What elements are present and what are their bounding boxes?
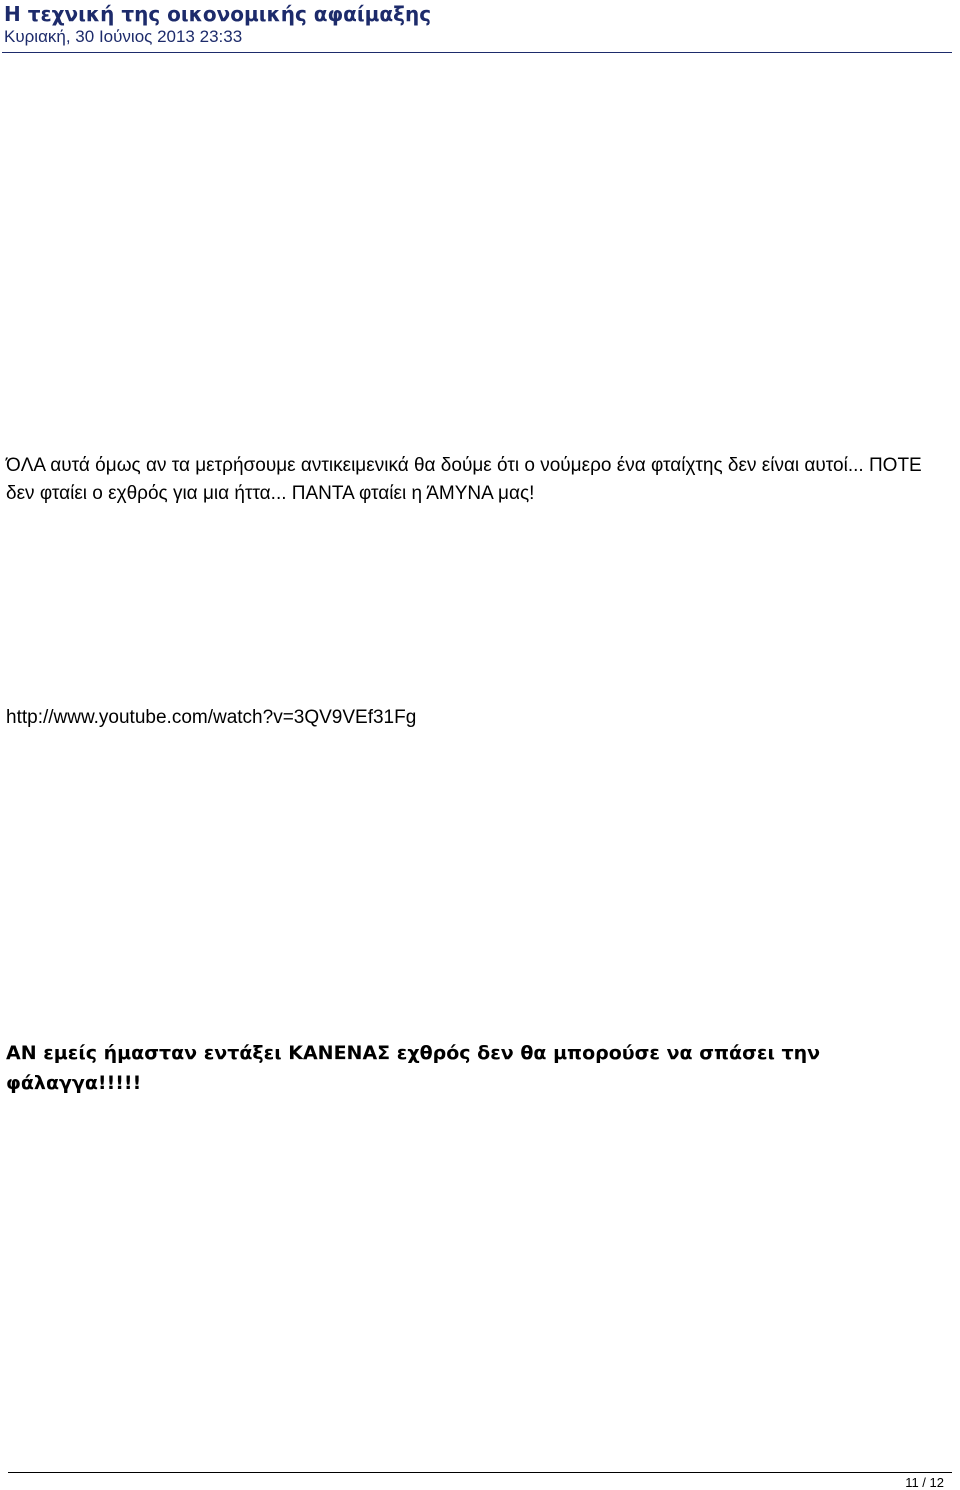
header-divider (2, 52, 952, 53)
page-number: 11 / 12 (905, 1475, 944, 1490)
closing-paragraph: ΑΝ εμείς ήμασταν εντάξει ΚΑΝΕΝΑΣ εχθρός δεν θα μπορούσε να σπάσει την φάλαγγα!!!!! (6, 1042, 821, 1094)
video-link[interactable]: http://www.youtube.com/watch?v=3QV9VEf31Fg (6, 707, 417, 728)
article-date: Κυριακή, 30 Ιούνιος 2013 23:33 (4, 27, 243, 46)
body-paragraph: ΌΛΑ αυτά όμως αν τα μετρήσουμε αντικειμενικά θα δούμε ότι ο νούμερο ένα φταίχτης δεν είναι αυτοί... ΠΟΤΕ δεν φταίει ο εχθρός για μια ήττα... ΠΑΝΤΑ φταίει η ΆΜΥΝΑ μας! (6, 455, 922, 504)
article-title: Η τεχνική της οικονομικής αφαίμαξης (4, 2, 432, 26)
footer-divider (8, 1472, 952, 1473)
